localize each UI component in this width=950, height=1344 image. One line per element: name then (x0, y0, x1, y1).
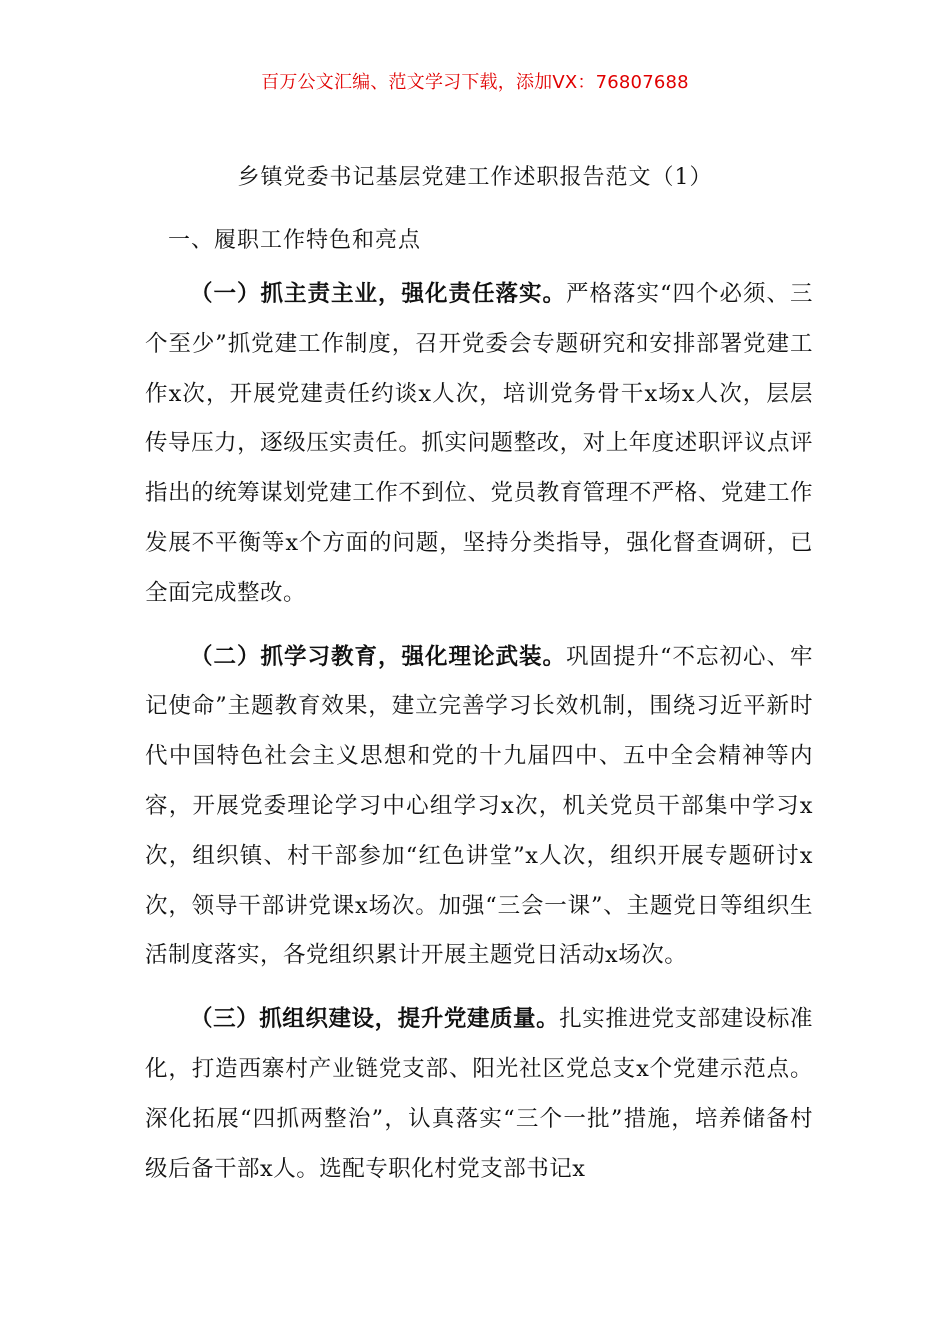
paragraph-1-body: 严格落实“四个必须、三个至少”抓党建工作制度，召开党委会专题研究和安排部署党建工作x次，开展党建责任约谈x人次，培训党务骨干x场x人次，层层传导压力，逐级压实责任。抓实问题整改，对上年度述职评议点评指出的统筹谋划党建工作不到位、党员教育管理不严格、党建工作发展不平衡等x个方面的问题，坚持分类指导，强化督查调研，已全面完成整改。 (145, 281, 813, 606)
paragraph-1 (145, 270, 813, 619)
document-title: 乡镇党委书记基层党建工作述职报告范文（1） (237, 165, 713, 190)
paragraph-1-lead: （一）抓主责主业，强化责任落实。 (190, 281, 566, 307)
paragraph-3-body: 扎实推进党支部建设标准化，打造西寨村产业链党支部、阳光社区党总支x个党建示范点。深化拓展“四抓两整治”，认真落实“三个一批”措施，培养储备村级后备干部x人。选配专职化村党支部书记x (145, 1006, 813, 1182)
watermark-text: 百万公文汇编、范文学习下载，添加VX：76807688 (261, 72, 689, 93)
paragraph-2 (145, 633, 813, 982)
paragraph-3 (145, 995, 813, 1194)
paragraph-3-lead: （三）抓组织建设，提升党建质量。 (190, 1006, 560, 1033)
paragraph-2-body: 巩固提升“不忘初心、牢记使命”主题教育效果，建立完善学习长效机制，围绕习近平新时代中国特色社会主义思想和党的十九届四中、五中全会精神等内容，开展党委理论学习中心组学习x次，机关党员干部集中学习x次，组织镇、村干部参加“红色讲堂”x人次，组织开展专题研讨x次，领导干部讲党课x场次。加强“三会一课”、主题党日等组织生活制度落实，各党组织累计开展主题党日活动x场次。 (145, 643, 813, 969)
paragraph-2-lead: （二）抓学习教育，强化理论武装。 (190, 643, 566, 670)
section-heading: 一、履职工作特色和亮点 (168, 228, 422, 253)
document-body (145, 270, 813, 1208)
